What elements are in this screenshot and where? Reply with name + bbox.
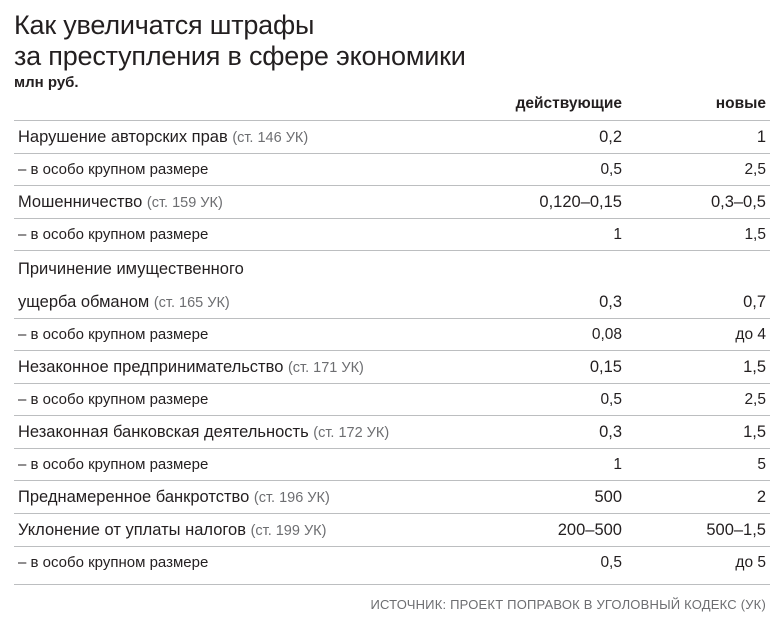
row-value-old: 0,15 <box>466 351 626 384</box>
row-label: – в особо крупном размере <box>14 154 466 186</box>
table-row <box>14 251 770 287</box>
source-note: ИСТОЧНИК: ПРОЕКТ ПОПРАВОК В УГОЛОВНЫЙ КОДЕКС (УК) <box>370 597 766 612</box>
row-label: – в особо крупном размере <box>14 449 466 481</box>
table-row <box>14 351 770 384</box>
units-label: млн руб. <box>14 74 79 91</box>
row-article: (ст. 165 УК) <box>153 295 230 311</box>
column-header-old: действующие <box>515 95 622 112</box>
table-row <box>14 547 770 579</box>
table-row <box>14 384 770 416</box>
table-row <box>14 514 770 547</box>
table-row <box>14 154 770 186</box>
row-label: Нарушение авторских прав (ст. 146 УК) <box>14 121 466 154</box>
row-value-new: 1,5 <box>626 219 770 251</box>
row-value-old: 0,5 <box>466 547 626 579</box>
row-value-old <box>466 251 626 287</box>
row-label: Причинение имущественного <box>14 251 466 287</box>
row-label: Уклонение от уплаты налогов (ст. 199 УК) <box>14 514 466 547</box>
row-label: Незаконная банковская деятельность (ст. 172 УК) <box>14 416 466 449</box>
row-label: Преднамеренное банкротство (ст. 196 УК) <box>14 481 466 514</box>
table-header <box>14 95 770 121</box>
row-label: – в особо крупном размере <box>14 219 466 251</box>
row-label: – в особо крупном размере <box>14 547 466 579</box>
table-row <box>14 481 770 514</box>
bottom-divider <box>14 584 770 585</box>
table-row <box>14 416 770 449</box>
table-row <box>14 319 770 351</box>
row-article: (ст. 172 УК) <box>313 425 390 441</box>
row-value-old: 500 <box>466 481 626 514</box>
row-article: (ст. 171 УК) <box>287 360 364 376</box>
row-value-old: 0,3 <box>599 293 622 311</box>
row-value-old: 200–500 <box>466 514 626 547</box>
row-value-new <box>626 251 770 287</box>
row-value-old: 1 <box>466 219 626 251</box>
row-value-new: 1,5 <box>626 351 770 384</box>
row-value-new: до 4 <box>626 319 770 351</box>
row-article: (ст. 159 УК) <box>146 195 223 211</box>
row-label: Мошенничество (ст. 159 УК) <box>14 186 466 219</box>
row-value-new: 0,3–0,5 <box>626 186 770 219</box>
table-row <box>14 121 770 154</box>
row-value-old: 0,120–0,15 <box>466 186 626 219</box>
column-header-new: новые <box>715 95 766 112</box>
table-row <box>14 186 770 219</box>
title-line-2: за преступления в сфере экономики <box>14 41 466 71</box>
row-value-new: 500–1,5 <box>626 514 770 547</box>
title-line-1: Как увеличатся штрафы <box>14 10 315 40</box>
row-value-old: 0,2 <box>466 121 626 154</box>
row-label: Незаконное предпринимательство (ст. 171 УК) <box>14 351 466 384</box>
fines-table <box>14 95 770 578</box>
column-header-name <box>14 95 466 121</box>
row-value-old: 1 <box>466 449 626 481</box>
row-article: (ст. 146 УК) <box>232 130 309 146</box>
row-value-new: 5 <box>626 449 770 481</box>
page-title <box>14 10 770 72</box>
row-value-new: до 5 <box>626 547 770 579</box>
row-value-new: 2,5 <box>626 384 770 416</box>
row-value-new: 1,5 <box>626 416 770 449</box>
row-value-old: 0,5 <box>466 384 626 416</box>
row-article: (ст. 196 УК) <box>253 490 330 506</box>
table-body <box>14 121 770 579</box>
row-label: ущерба обманом (ст. 165 УК) <box>18 293 230 311</box>
row-label: – в особо крупном размере <box>14 319 466 351</box>
row-value-new: 0,7 <box>743 293 766 311</box>
table-row <box>14 286 770 319</box>
row-value-old: 0,3 <box>466 416 626 449</box>
row-value-new: 2,5 <box>626 154 770 186</box>
row-value-new: 2 <box>626 481 770 514</box>
table-row <box>14 449 770 481</box>
row-value-old: 0,5 <box>466 154 626 186</box>
row-value-new: 1 <box>626 121 770 154</box>
row-value-old: 0,08 <box>466 319 626 351</box>
row-label: – в особо крупном размере <box>14 384 466 416</box>
table-row <box>14 219 770 251</box>
row-article: (ст. 199 УК) <box>250 523 327 539</box>
